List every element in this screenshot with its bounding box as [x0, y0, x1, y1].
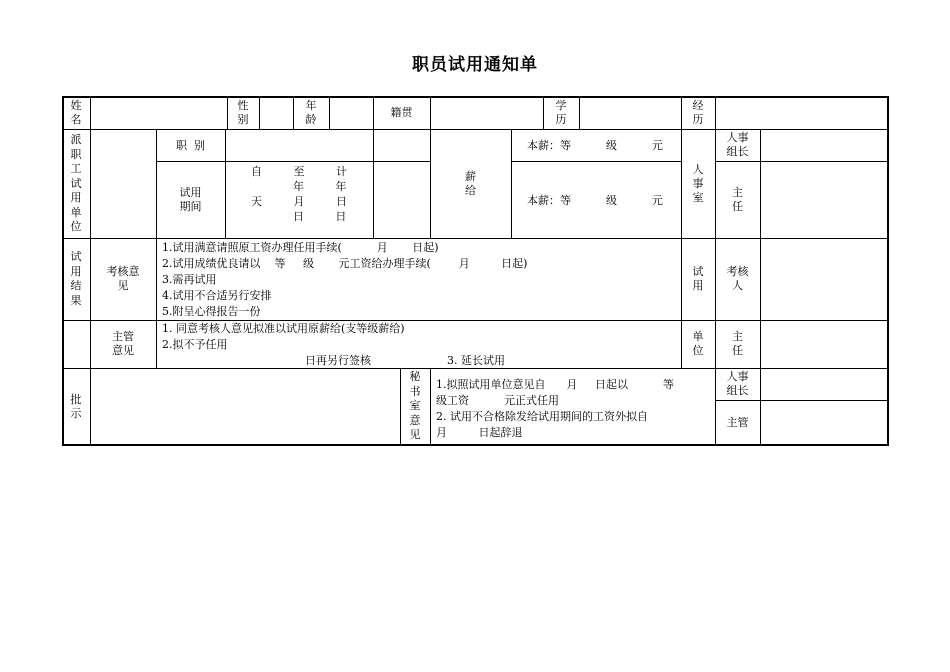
cell-origin-value[interactable]: [430, 96, 543, 129]
secretariat-line-4: 月 日起辞退: [436, 426, 523, 439]
assess-option-3: 3.需再试用: [162, 273, 217, 286]
cell-name-value[interactable]: [90, 96, 227, 129]
manager-option-3-prefix: 日再另行签核: [305, 354, 371, 367]
period-text: 自 至 计 年 年 天 月 日 日 日: [251, 165, 347, 223]
cell-approval-hr-leader-value[interactable]: [760, 368, 889, 400]
cell-supervisor-value[interactable]: [760, 161, 889, 238]
hr-leader-label: 人事 组长: [726, 131, 749, 158]
trial-label: 试 用: [692, 265, 704, 292]
period-label: 试用 期间: [179, 186, 202, 213]
cell-position-value[interactable]: [225, 129, 373, 161]
assessor-label: 考核 人: [726, 265, 749, 292]
approval-hr-leader-label: 人事 组长: [726, 370, 749, 397]
supervisor-label: 主 任: [732, 186, 743, 213]
secretariat-line-2: 级工资 元正式任用: [436, 394, 559, 407]
secretariat-line-3: 2. 试用不合格除发给试用期间的工资外拟自: [436, 410, 648, 423]
page-title: 职员试用通知单: [412, 55, 538, 75]
cell-gender-value[interactable]: [259, 96, 293, 129]
assess-opinion-label: 考核意 见: [106, 265, 140, 292]
manager-option-3: 3. 延长试用: [447, 354, 505, 367]
manager-option-1: 1. 同意考核人意见拟准以试用原薪给(支等级薪给): [162, 322, 405, 335]
salary-label: 薪 给: [465, 170, 476, 197]
assess-option-2: 2.试用成绩优良请以 等 级 元工资给办理手续( 月 日起): [162, 257, 528, 270]
cell-age-value[interactable]: [329, 96, 373, 129]
base-salary-2: 本薪：等 级 元: [527, 194, 663, 207]
result-label: 试 用 结 果: [70, 250, 82, 307]
cell-approval-value[interactable]: [90, 368, 400, 446]
secretariat-line-1: 1.拟照试用单位意见自 月 日起以 等: [436, 378, 674, 391]
unit-label: 单 位: [692, 330, 704, 357]
assess-option-5: 5.附呈心得报告一份: [162, 305, 261, 318]
cell-assessor-value[interactable]: [760, 238, 889, 320]
origin-label: 籍贯: [390, 106, 413, 119]
assess-option-4: 4.试用不合适另行安排: [162, 289, 272, 302]
cell-position-extra[interactable]: [373, 129, 430, 161]
manager-option-2: 2.拟不予任用: [162, 338, 228, 351]
name-label: 姓 名: [70, 99, 82, 126]
cell-hr-leader-value[interactable]: [760, 129, 889, 161]
base-salary-1: 本薪：等 级 元: [527, 139, 663, 152]
approval-supervisor-label: 主管: [726, 416, 749, 429]
cell-education-value[interactable]: [579, 96, 681, 129]
approval-label: 批 示: [70, 393, 82, 420]
hr-dept-label: 人 事 室: [692, 163, 704, 204]
cell-period-extra[interactable]: [373, 161, 430, 238]
assess-option-1: 1.试用满意请照原工资办理任用手续( 月 日起): [162, 241, 439, 254]
gender-label: 性 别: [237, 99, 249, 126]
secretariat-label: 秘 书 室 意 见: [409, 370, 421, 441]
cell-manager-blank: [62, 320, 90, 368]
education-label: 学 历: [555, 99, 567, 126]
cell-director-value[interactable]: [760, 320, 889, 368]
cell-approval-supervisor-value[interactable]: [760, 400, 889, 446]
manager-label: 主管 意见: [112, 330, 134, 357]
cell-experience-value[interactable]: [715, 96, 889, 129]
cell-dispatch-unit-value[interactable]: [90, 129, 156, 238]
experience-label: 经 历: [692, 99, 704, 126]
age-label: 年 龄: [305, 99, 317, 126]
director-label: 主 任: [732, 330, 743, 357]
dispatch-unit-label: 派 职 工 试 用 单 位: [70, 133, 82, 233]
position-label: 职 别: [176, 139, 205, 152]
